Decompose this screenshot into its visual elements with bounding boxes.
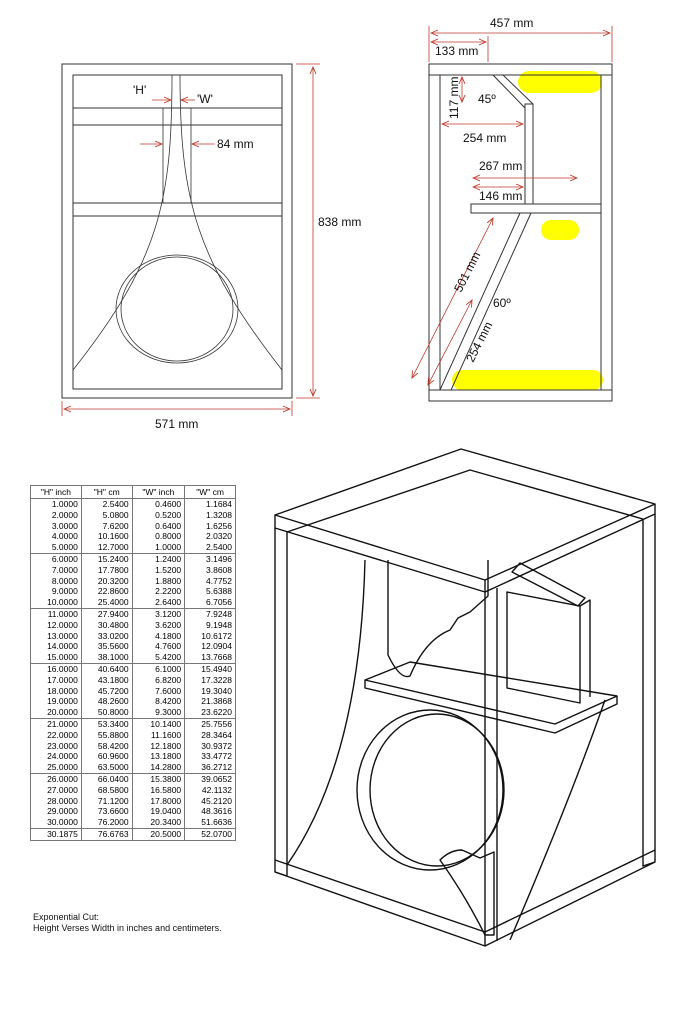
iso-inner-panel	[580, 600, 590, 697]
table-caption	[33, 912, 222, 934]
table-cell: 9.0000	[31, 586, 82, 597]
label-838mm: 838 mm	[318, 215, 362, 229]
table-cell: 7.6000	[132, 686, 185, 697]
table-cell: 76.6763	[81, 828, 132, 840]
iso-horn-curve-left	[287, 560, 365, 865]
table-cell: 21.0000	[31, 718, 82, 729]
table-cell: 9.1948	[185, 620, 236, 631]
table-cell: 3.0000	[31, 521, 82, 532]
table-cell: 68.5800	[81, 785, 132, 796]
table-cell: 3.1496	[185, 553, 236, 564]
table-cell: 6.8200	[132, 675, 185, 686]
table-cell: 40.6400	[81, 663, 132, 674]
table-body	[31, 499, 236, 841]
table-cell: 0.6400	[132, 521, 185, 532]
iso-top-panel	[275, 449, 655, 580]
label-254mm-slant: 254 mm	[463, 319, 496, 365]
table-cell: 1.5200	[132, 565, 185, 576]
label-117mm: 117 mm	[447, 76, 461, 119]
iso-right-panel	[643, 514, 655, 866]
table-row	[31, 565, 236, 576]
table-cell: 16.5800	[132, 785, 185, 796]
table-cell: 2.2200	[132, 586, 185, 597]
table-cell: 3.1200	[132, 608, 185, 619]
table-cell: 19.0000	[31, 696, 82, 707]
inner-panel-254	[525, 104, 533, 204]
table-cell: 58.4200	[81, 741, 132, 752]
table-cell: 17.3228	[185, 675, 236, 686]
table-cell: 17.0000	[31, 675, 82, 686]
woofer-circle	[116, 255, 238, 363]
label-w: 'W'	[197, 92, 213, 106]
table-cell: 18.0000	[31, 686, 82, 697]
iso-bottom-panel	[275, 862, 655, 946]
label-133mm: 133 mm	[435, 44, 479, 58]
table-cell: 1.8800	[132, 576, 185, 587]
table-cell: 30.1875	[31, 828, 82, 840]
table-cell: 29.0000	[31, 806, 82, 817]
table-cell: 6.0000	[31, 553, 82, 564]
table-cell: 27.0000	[31, 785, 82, 796]
table-cell: 5.6388	[185, 586, 236, 597]
table-cell: 6.7056	[185, 597, 236, 608]
front-view	[62, 64, 361, 431]
woofer-circle	[121, 257, 233, 361]
table-cell: 16.0000	[31, 663, 82, 674]
table-cell: 4.1800	[132, 631, 185, 642]
table-cell: 5.0000	[31, 542, 82, 553]
table-cell: 35.5600	[81, 641, 132, 652]
table-cell: 1.3208	[185, 510, 236, 521]
table-row	[31, 521, 236, 532]
iso-bottom-panel	[275, 850, 655, 932]
table-cell: 25.0000	[31, 762, 82, 773]
table-cell: 3.8608	[185, 565, 236, 576]
table-cell: 48.2600	[81, 696, 132, 707]
label-267mm: 267 mm	[479, 159, 523, 173]
table-cell: 0.5200	[132, 510, 185, 521]
horn-curve-right	[180, 75, 282, 370]
table-cell: 38.1000	[81, 652, 132, 663]
table-row	[31, 773, 236, 784]
isometric-view	[275, 449, 655, 946]
table-cell: 1.0000	[132, 542, 185, 553]
horn-curve-left	[73, 75, 172, 370]
table-cell: 45.7200	[81, 686, 132, 697]
table-cell: 19.0400	[132, 806, 185, 817]
table-cell: 6.1000	[132, 663, 185, 674]
slant-board	[451, 213, 531, 390]
side-view	[412, 16, 612, 401]
table-cell: 12.0904	[185, 641, 236, 652]
table-cell: 55.8800	[81, 730, 132, 741]
table-cell: 39.0652	[185, 773, 236, 784]
table-cell: 30.9372	[185, 741, 236, 752]
table-row	[31, 608, 236, 619]
table-cell: 30.0000	[31, 817, 82, 828]
table-cell: 42.1132	[185, 785, 236, 796]
table-header-cell: "W" inch	[132, 486, 185, 499]
exponential-cut-table	[30, 485, 236, 841]
label-457mm: 457 mm	[490, 16, 534, 30]
iso-woofer-opening	[357, 710, 503, 870]
table-cell: 7.9248	[185, 608, 236, 619]
iso-inner-panel	[507, 592, 580, 703]
table-cell: 63.5000	[81, 762, 132, 773]
table-cell: 12.0000	[31, 620, 82, 631]
table-cell: 11.1600	[132, 730, 185, 741]
iso-left-panel	[275, 528, 287, 876]
table-cell: 4.7752	[185, 576, 236, 587]
label-146mm: 146 mm	[479, 189, 523, 203]
table-cell: 15.0000	[31, 652, 82, 663]
iso-horn-cut-bottom	[440, 850, 494, 935]
table-cell: 8.4200	[132, 696, 185, 707]
table-cell: 27.9400	[81, 608, 132, 619]
table-cell: 22.8600	[81, 586, 132, 597]
table-cell: 48.3616	[185, 806, 236, 817]
table-row	[31, 828, 236, 840]
table-cell: 36.2712	[185, 762, 236, 773]
table-cell: 28.0000	[31, 796, 82, 807]
table-row	[31, 510, 236, 521]
table-row	[31, 686, 236, 697]
table-cell: 26.0000	[31, 773, 82, 784]
front-inner-frame	[73, 75, 282, 389]
table-row	[31, 542, 236, 553]
table-header-cell: "W" cm	[185, 486, 236, 499]
table-row	[31, 817, 236, 828]
table-cell: 10.0000	[31, 597, 82, 608]
table-cell: 19.3040	[185, 686, 236, 697]
table-cell: 22.0000	[31, 730, 82, 741]
table-cell: 51.6636	[185, 817, 236, 828]
table-cell: 25.7556	[185, 718, 236, 729]
table-cell: 28.3464	[185, 730, 236, 741]
table-row	[31, 751, 236, 762]
table-cell: 0.8000	[132, 531, 185, 542]
table-cell: 14.0000	[31, 641, 82, 652]
table-row	[31, 762, 236, 773]
table-cell: 0.4600	[132, 499, 185, 510]
label-h: 'H'	[133, 83, 147, 97]
table-cell: 2.6400	[132, 597, 185, 608]
table-cell: 33.0200	[81, 631, 132, 642]
table-cell: 13.7668	[185, 652, 236, 663]
shelf-267	[471, 204, 601, 213]
table-row	[31, 663, 236, 674]
table-row	[31, 576, 236, 587]
label-254mm: 254 mm	[463, 131, 507, 145]
table-cell: 53.3400	[81, 718, 132, 729]
table-cell: 23.0000	[31, 741, 82, 752]
table-cell: 4.7600	[132, 641, 185, 652]
table-row	[31, 553, 236, 564]
table-cell: 7.6200	[81, 521, 132, 532]
table-row	[31, 675, 236, 686]
iso-horn-curve-right	[510, 700, 605, 940]
table-cell: 10.6172	[185, 631, 236, 642]
label-84mm: 84 mm	[217, 137, 254, 151]
table-cell: 21.3868	[185, 696, 236, 707]
table-cell: 12.7000	[81, 542, 132, 553]
table-cell: 25.4000	[81, 597, 132, 608]
label-571mm: 571 mm	[155, 417, 199, 431]
table-cell: 71.1200	[81, 796, 132, 807]
highlight-bottom	[452, 370, 603, 390]
table-cell: 11.0000	[31, 608, 82, 619]
table-cell: 15.4940	[185, 663, 236, 674]
table-header-row	[31, 486, 236, 499]
table-cell: 20.0000	[31, 707, 82, 718]
table-cell: 7.0000	[31, 565, 82, 576]
table-cell: 52.0700	[185, 828, 236, 840]
table-cell: 60.9600	[81, 751, 132, 762]
table-row	[31, 796, 236, 807]
exponential-cut-table-container	[30, 485, 236, 841]
table-row	[31, 641, 236, 652]
table-cell: 3.6200	[132, 620, 185, 631]
table-cell: 33.4772	[185, 751, 236, 762]
label-501mm: 501 mm	[451, 249, 484, 295]
table-cell: 1.0000	[31, 499, 82, 510]
caption-line-2: Height Verses Width in inches and centimeters.	[33, 923, 222, 933]
table-cell: 8.0000	[31, 576, 82, 587]
table-row	[31, 730, 236, 741]
table-cell: 14.2800	[132, 762, 185, 773]
table-cell: 2.5400	[81, 499, 132, 510]
table-cell: 76.2000	[81, 817, 132, 828]
table-cell: 17.8000	[132, 796, 185, 807]
table-cell: 45.2120	[185, 796, 236, 807]
table-cell: 15.3800	[132, 773, 185, 784]
table-row	[31, 631, 236, 642]
table-cell: 4.0000	[31, 531, 82, 542]
table-cell: 13.0000	[31, 631, 82, 642]
table-cell: 1.6256	[185, 521, 236, 532]
table-row	[31, 531, 236, 542]
table-header-cell: "H" cm	[81, 486, 132, 499]
table-cell: 15.2400	[81, 553, 132, 564]
table-cell: 5.0800	[81, 510, 132, 521]
highlight-top	[518, 71, 602, 93]
table-cell: 2.5400	[185, 542, 236, 553]
table-cell: 10.1400	[132, 718, 185, 729]
table-row	[31, 586, 236, 597]
table-cell: 73.6600	[81, 806, 132, 817]
table-cell: 20.3200	[81, 576, 132, 587]
table-cell: 2.0000	[31, 510, 82, 521]
table-cell: 43.1800	[81, 675, 132, 686]
table-row	[31, 620, 236, 631]
table-cell: 9.3000	[132, 707, 185, 718]
caption-line-1: Exponential Cut:	[33, 912, 100, 922]
table-row	[31, 718, 236, 729]
label-45deg: 45º	[478, 92, 496, 106]
table-cell: 20.5000	[132, 828, 185, 840]
table-row	[31, 696, 236, 707]
iso-shelf	[365, 662, 617, 724]
table-cell: 13.1800	[132, 751, 185, 762]
table-cell: 2.0320	[185, 531, 236, 542]
table-cell: 5.4200	[132, 652, 185, 663]
front-outer-frame	[62, 64, 292, 398]
label-60deg: 60º	[493, 296, 511, 310]
table-header-cell: "H" inch	[31, 486, 82, 499]
highlight-middle	[541, 220, 579, 240]
table-row	[31, 707, 236, 718]
table-cell: 17.7800	[81, 565, 132, 576]
table-cell: 66.0400	[81, 773, 132, 784]
table-cell: 20.3400	[132, 817, 185, 828]
table-row	[31, 785, 236, 796]
table-row	[31, 741, 236, 752]
iso-back-edge	[287, 470, 643, 532]
table-cell: 30.4800	[81, 620, 132, 631]
table-cell: 50.8000	[81, 707, 132, 718]
table-row	[31, 499, 236, 510]
table-cell: 23.6220	[185, 707, 236, 718]
table-cell: 1.1684	[185, 499, 236, 510]
table-row	[31, 652, 236, 663]
table-row	[31, 806, 236, 817]
table-row	[31, 597, 236, 608]
table-cell: 10.1600	[81, 531, 132, 542]
table-cell: 24.0000	[31, 751, 82, 762]
table-cell: 12.1800	[132, 741, 185, 752]
table-cell: 1.2400	[132, 553, 185, 564]
